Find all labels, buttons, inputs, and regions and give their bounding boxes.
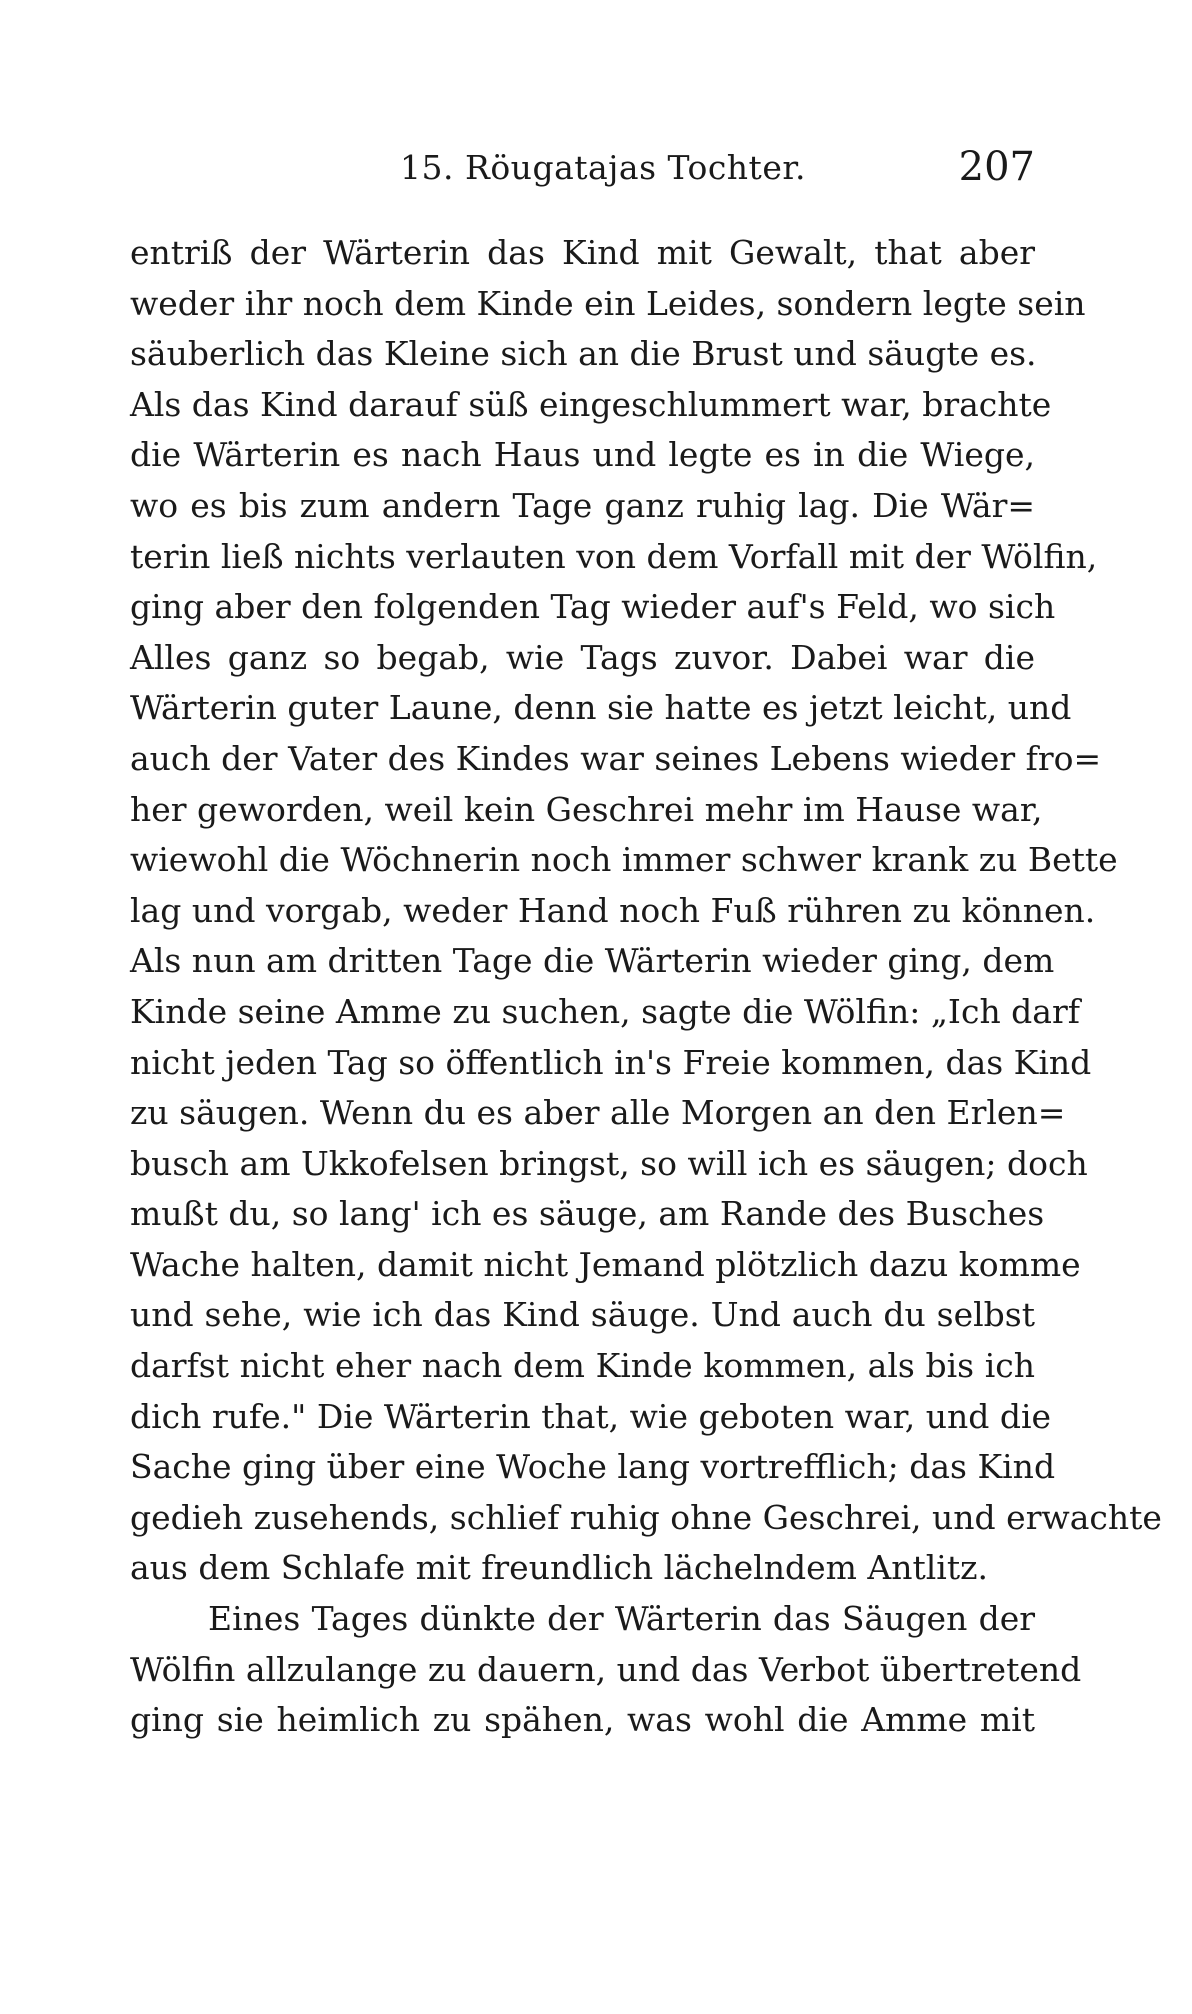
running-head [130,144,1035,200]
text-line: Als nun am dritten Tage die Wärterin wieder ging, dem [130,941,1055,981]
text-line: wo es bis zum andern Tage ganz ruhig lag. Die Wär= [130,485,1035,525]
text-line: die Wärterin es nach Haus und legte es in die Wiege, [130,435,1035,475]
text-line: und sehe, wie ich das Kind säuge. Und auch du selbst [130,1295,1035,1335]
page-number: 207 [958,144,1035,190]
text-line: dich rufe." Die Wärterin that, wie geboten war, und die [130,1396,1052,1436]
text-line: terin ließ nichts verlauten von dem Vorfall mit der Wölfin, [130,536,1098,576]
text-line: Alles ganz so begab, wie Tags zuvor. Dabei war die [130,637,1035,677]
text-line: her geworden, weil kein Geschrei mehr im Hause war, [130,789,1043,829]
body-text [130,228,1162,1746]
text-line: weder ihr noch dem Kinde ein Leides, sondern legte sein [130,283,1086,323]
text-line: ging aber den folgenden Tag wieder auf's Feld, wo sich [130,587,1056,627]
text-line: busch am Ukkofelsen bringst, so will ich es säugen; doch [130,1143,1088,1183]
text-line: Wärterin guter Laune, denn sie hatte es jetzt leicht, und [130,688,1072,728]
text-line: darfst nicht eher nach dem Kinde kommen, als bis ich [130,1346,1035,1386]
text-line: Als das Kind darauf süß eingeschlummert war, brachte [130,384,1052,424]
text-line: Eines Tages dünkte der Wärterin das Säugen der [208,1599,1035,1639]
paragraph [130,1594,1082,1746]
text-line: Wölfin allzulange zu dauern, und das Verbot übertretend [130,1649,1082,1689]
text-line: gedieh zusehends, schlief ruhig ohne Geschrei, und erwachte [130,1497,1162,1537]
text-line: Wache halten, damit nicht Jemand plötzlich dazu komme [130,1244,1081,1284]
text-line: auch der Vater des Kindes war seines Lebens wieder fro= [130,738,1102,778]
text-line: Kinde seine Amme zu suchen, sagte die Wölfin: „Ich darf [130,991,1080,1031]
text-line: aus dem Schlafe mit freundlich lächelndem Antlitz. [130,1548,988,1588]
text-line: zu säugen. Wenn du es aber alle Morgen an den Erlen= [130,1093,1066,1133]
text-line: ging sie heimlich zu spähen, was wohl die Amme mit [130,1700,1035,1740]
text-line: nicht jeden Tag so öffentlich in's Freie kommen, das Kind [130,1042,1092,1082]
paragraph [130,228,1162,1594]
text-line: entriß der Wärterin das Kind mit Gewalt, that aber [130,233,1035,272]
text-line: lag und vorgab, weder Hand noch Fuß rühren zu können. [130,890,1096,930]
chapter-title: 15. Röugatajas Tochter. [400,148,806,187]
text-line: wiewohl die Wöchnerin noch immer schwer krank zu Bette [130,840,1118,880]
text-line: säuberlich das Kleine sich an die Brust und säugte es. [130,334,1037,374]
text-line: Sache ging über eine Woche lang vortrefflich; das Kind [130,1447,1056,1487]
text-line: mußt du, so lang' ich es säuge, am Rande des Busches [130,1194,1045,1234]
